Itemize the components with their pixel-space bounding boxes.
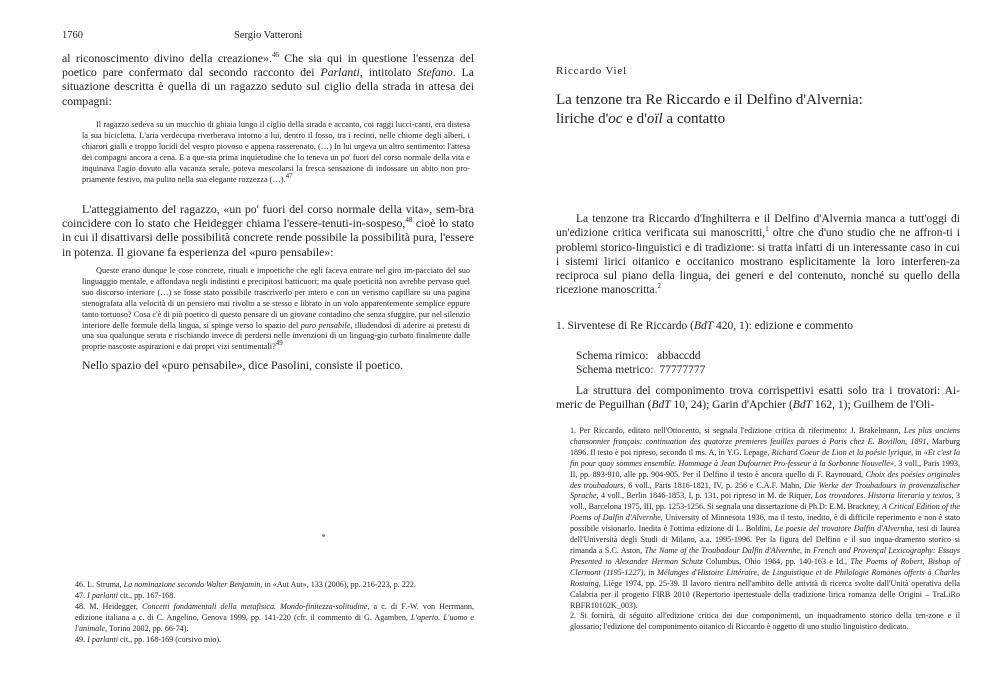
page-number: 1760 xyxy=(62,30,83,41)
footnotes xyxy=(556,426,960,633)
footnotes xyxy=(62,580,474,645)
article-author: Riccardo Viel xyxy=(556,65,627,77)
running-head: Sergio Vatteroni xyxy=(234,30,303,41)
article-title: La tenzone tra Re Riccardo e il Delfino d'Alvernia: liriche d'oc e d'oïl a contatto xyxy=(556,92,863,127)
scan-speck xyxy=(322,534,325,537)
section-heading: 1. Sirventese di Re Riccardo (BdT 420, 1): edizione e commento xyxy=(556,320,854,332)
footnote-49: 49. I parlanti cit., pp. 168-169 (corsivo mio). xyxy=(75,634,222,644)
body-paragraph: L'atteggiamento del ragazzo, «un po' fuori del corso normale della vita», sem-bra coincidere con lo stato che Heidegger chiama l'essere-tenuti-in-sospeso,$^{48}$ cioè lo stato in cui il disattivarsi delle possibilità concrete rende possibile la possibilità pura, l'essere in potenza. Il giovane fa esperienza del «puro pensabile»: xyxy=(62,202,474,259)
block-quote: Il ragazzo sedeva su un mucchio di ghiaia lungo il ciglio della strada e accanto, coi raggi lucci-canti, era distesa la sua bicicletta. L'aria verdecupa riverberava intorno a lui, dentro il fosso, tra i recinti, nelle chiome degli alberi, i chiarori gialli e troppo lucidi del vespro piovoso e appena rasserenato. (…) In lui urgeva un altro sentimento: l'attesa dei compagni ancora a cena. E a que-sta prima inquietudine che lo teneva un po' fuori del corso normale della vita e inquinava l'agio dovuto alla vacanza serale, poteva mescolarsi la fresca sensazione di indossare un abito non pro-priamente festivo, ma pulito nella sua elegante rozzezza (…).$^{47}$ xyxy=(82,120,470,184)
footnote-47: 47. I parlanti cit., pp. 167-168. xyxy=(75,590,176,600)
body-paragraph: La struttura del componimento trova corrispettivi esatti solo tra i trovatori: Ai-meric de Peguilhan (BdT 10, 24); Garin d'Apchier (BdT 162, 1); Guilhem de l'Oli- xyxy=(556,385,960,412)
footnote-ref: 47 xyxy=(285,171,293,180)
block-quote: Queste erano dunque le cose concrete, rituali e impoetiche che egli faceva entrare nel giro im-pacciato del suo linguaggio mentale, e affondava negli indistinti e precipitosi batticuori; ma quale poeticità non avrebbe pervaso quel suo discorso interiore (…) se fosse stato possibile trascriverlo per intero e con un verismo capillare su una pagina stenografata alla velocità di un pensiero mai rivolto a se stesso e librato in un volo apparentemente semplice eppure tanto tortuoso? Cosa c'è di più poetico di questo pensare di un giovane contadino che senza sfuggire, pur nel silenzio interiore delle formule della lingua, si spinge verso lo spazio del puro pensabile, illudendosi di aderire ai pretesti di una sua qualunque serata e rischiando invece di perdersi nelle invenzioni di un linguag-gio turbato finalmente dalle proprie nascoste aspirazioni e dai propri vizi sentimentali?$^{49}$ xyxy=(82,266,470,352)
footnote-ref: 2 xyxy=(657,282,662,291)
footnote-46: 46. L. Struma, La nominazione secondo Walter Benjamin, in «Aut Aut», 133 (2006), pp. 216-223, p. 222. xyxy=(75,580,416,589)
schema-metrico: Schema metrico: 77777777 xyxy=(576,364,706,376)
body-paragraph: La tenzone tra Riccardo d'Inghilterra e il Delfino d'Alvernia manca a tutt'oggi di un'edizione critica verificata sui manoscritti,$^1$ oltre che d'uno studio che ne affron-ti i problemi storico-linguistici e di tradizione: si tratta infatti di un interessante caso in cui i sistemi lirici oitanico e occitanico mostrano esplicitamente la loro interferen-za reciproca sul piano della lingua, dei generi e del contenuto, nonché su quello della ricezione manoscritta.$^2$ xyxy=(556,213,960,297)
schema-rimico: Schema rimico: abbaccdd xyxy=(576,350,701,362)
footnote-ref: 49 xyxy=(275,339,283,348)
footnote-ref: 1 xyxy=(765,225,769,234)
body-paragraph: Nello spazio del «puro pensabile», dice Pasolini, consiste il poetico. xyxy=(82,358,404,372)
footnote-48: 48. M. Heidegger, Concetti fondamentali della metafisica. Mondo-finitezza-solitudine, a c. di F.-W. von Herrmann, edizione italiana a c. di C. Angelino, Genova 1999, pp. 141-220 (cfr. il commento di G. Agamben, L'aperto. L'uomo e l'animale, Torino 2002, pp. 66-74). xyxy=(75,601,475,633)
footnote-2: 2. Si fornirà, di séguito all'edizione critica dei due componimenti, un inquadramento storico della ten-zone e il glossario; l'edizione del componimento oitanico di Riccardo è oggetto di uno studio linguistico dedicato. xyxy=(570,611,960,632)
footnote-ref: 46 xyxy=(271,51,279,60)
footnote-1: 1. Per Riccardo, editato nell'Ottocento, si segnala l'edizione critica di riferimento: J. Brakelmann, Les plus anciens chansonnier français: continuation des quatorze premieres feuilles parues à Paris chez E. Bovillon, 1891, Marburg 1896. Il testo è poi ripreso, secondo il ms. A, in Y.G. Lepage, Richard Coeur de Lion et la poésie lyrique, in «Et c'est la fin pour quoy sommes ensemble. Hommage à Jean Dufournet Pro-fesseur à la Sorbonne Nouvelle», 3 voll., Paris 1993, II, pp. 893-910, alle pp. 904-905. Per il Delfino il testo è ancora quello di F. Raynouard, Choix des poésies originales des troubadours, 6 voll., Paris 1816-1821, IV, p. 256 e C.A.F. Mahn, Die Werke der Troubadours in provenzalischer Sprache, 4 voll., Berlin 1846-1853, I, p. 131, poi ripreso in M. de Riquer, Los trovadores. Historia literaria y textos, 3 voll., Barcelona 1975, III, pp. 1253-1256. Si segnala una dissertazione di Ph.D: E.M. Brackney, A Critical Edition of the Poems of Dalfin d'Alvernhe, University of Minnesota 1936, ma il testo, inedito, è di difficile reperimento e non è stato possibile visionarlo. Inedita è l'ottima edizione di L. Boldini, Le poesie del trovatore Dalfin d'Alvernha, tesi di laurea dell'Università degli Studi di Milano, a.a. 1995-1996. Per la figura del Delfino e il suo inqua-dramento storico si rimanda a S.C. Aston, The Name of the Troubadour Dalfin d'Alvernhe, in French and Provençal Lexicography: Essays Presented to Alexander Herman Schutz Columbus, Ohio 1964, pp. 140-163 e Id., The Poems of Robert, Bishop of Clermont (1195-1227), in Mélanges d'Histoire Littéraire, de Linguistique et de Philologie Romanes offerts à Charles Rostaing, Liège 1974, pp. 25-39. Il lavoro rientra nell'ambito delle attività di ricerca svolte dall'Unità operativa della Calabria per il progetto FIRB 2010 (Repertorio ipertestuale della tradizione lirica romanza delle Origini – TraLiRo RBFR10102K_003). xyxy=(570,426,961,610)
footnote-ref: 48 xyxy=(405,216,413,225)
body-paragraph: al riconoscimento divino della creazione».$^{46}$ Che sia qui in questione l'essenza del poetico pare confermato dal secondo racconto dei Parlanti, intitolato Stefano. La situazione descritta è quella di un ragazzo seduto sul ciglio della strada in attesa dei compagni: xyxy=(62,51,474,108)
